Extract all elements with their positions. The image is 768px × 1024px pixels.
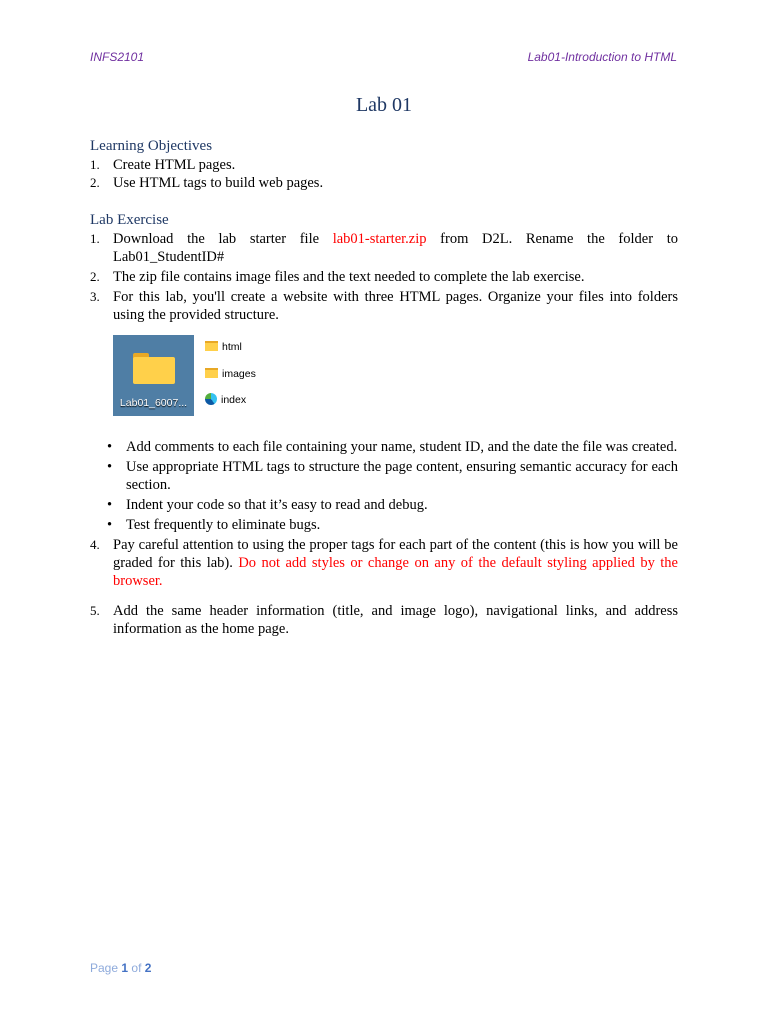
- footer-page-number: 1: [121, 961, 129, 975]
- folder-icon: [205, 368, 218, 378]
- list-item: [90, 536, 678, 590]
- list-number: 1.: [90, 157, 100, 172]
- list-item: [90, 174, 678, 192]
- list-item: [90, 602, 678, 638]
- exercise-heading: Lab Exercise: [90, 212, 169, 228]
- file-row-html: [205, 338, 242, 356]
- lab-folder-tile: [113, 335, 194, 416]
- bullet: •: [107, 439, 113, 455]
- file-name: images: [222, 368, 256, 380]
- folder-icon: [133, 353, 175, 384]
- bullet: •: [107, 459, 113, 475]
- list-number: 3.: [90, 289, 100, 304]
- header-lab-name: Lab01-Introduction to HTML: [527, 50, 677, 64]
- file-row-images: [205, 365, 256, 383]
- list-text: For this lab, you'll create a website with three HTML pages. Organize your files into folders using the provided structure.: [113, 289, 678, 323]
- list-text: Use appropriate HTML tags to structure the page content, ensuring semantic accuracy for each section.: [126, 459, 678, 493]
- list-text: Download the lab starter file: [113, 231, 333, 247]
- list-item: [90, 458, 678, 494]
- list-item: [90, 230, 678, 266]
- list-number: 5.: [90, 603, 100, 618]
- styling-warning: Do not add styles or change on any of the default styling applied by the browser.: [113, 555, 678, 589]
- document-body: [90, 136, 678, 638]
- objectives-heading: Learning Objectives: [90, 138, 213, 154]
- header-course-code: INFS2101: [90, 50, 145, 64]
- bullet: •: [107, 497, 113, 513]
- list-item: [90, 496, 678, 514]
- list-text: Test frequently to eliminate bugs.: [126, 517, 321, 533]
- starter-zip-link[interactable]: lab01-starter.zip: [332, 231, 427, 247]
- list-text: Create HTML pages.: [113, 157, 236, 173]
- requirements-list: [90, 438, 678, 534]
- folder-structure-figure: [113, 335, 678, 417]
- bullet: •: [107, 517, 113, 533]
- list-text: Add the same header information (title, and image logo), navigational links, and address information as the home page.: [113, 603, 678, 637]
- list-text: The zip file contains image files and the text needed to complete the lab exercise.: [113, 269, 585, 285]
- page-title: Lab 01: [355, 94, 413, 116]
- list-item: [90, 156, 678, 174]
- list-number: 2.: [90, 175, 100, 190]
- list-text: Add comments to each file containing your name, student ID, and the date the file was created.: [126, 439, 678, 455]
- file-name: index: [221, 394, 247, 406]
- lab-folder-label: Lab01_6007...: [119, 397, 188, 409]
- footer-page-word: Page: [90, 961, 119, 975]
- list-text: Indent your code so that it’s easy to read and debug.: [126, 497, 428, 513]
- folder-icon: [205, 341, 218, 351]
- list-item: [90, 288, 678, 324]
- edge-icon: [205, 393, 217, 405]
- footer-page-total: 2: [144, 961, 152, 975]
- list-number: 1.: [90, 231, 100, 246]
- list-number: 2.: [90, 269, 100, 284]
- list-item: [90, 268, 678, 286]
- footer-of-word: of: [131, 961, 142, 975]
- file-name: html: [222, 341, 242, 353]
- exercise-list-continued: [90, 536, 678, 638]
- file-row-index: [205, 391, 246, 409]
- page-footer: [90, 961, 151, 975]
- list-text: Pay careful attention to using the proper tags for each part of the content (this is how you will be graded for this lab).: [113, 537, 678, 571]
- objectives-list: [90, 156, 678, 192]
- exercise-list: [90, 230, 678, 324]
- list-number: 4.: [90, 537, 100, 552]
- list-text: from D2L. Rename the folder to Lab01_StudentID#: [113, 231, 678, 265]
- list-text: Use HTML tags to build web pages.: [113, 175, 324, 191]
- list-item: [90, 516, 678, 534]
- list-item: [90, 438, 678, 456]
